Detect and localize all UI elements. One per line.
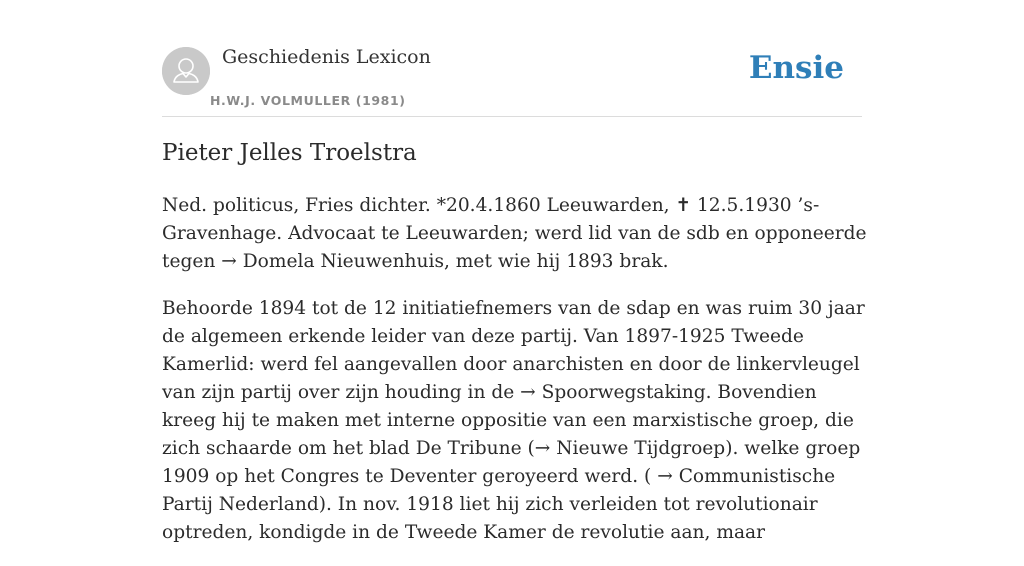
- paragraph-2: [162, 295, 868, 547]
- paragraph-1: [162, 192, 868, 276]
- ensie-logo[interactable]: Ensie: [748, 50, 844, 86]
- link-communistische-partij-nederland[interactable]: → Communistische Partij Nederland: [162, 466, 836, 515]
- text: Behoorde 1894 tot de 12 initiatiefnemers van de sdap en was ruim 30 jaar de algemeen erkende leider van deze partij. Van 1897-1925 Tweede Kamerlid: werd fel aangevallen door anarchisten en door de linkervleugel van zijn partij over zijn houding in de: [162, 298, 865, 403]
- text: ). In nov. 1918 liet hij zich verleiden tot revolutionair optreden, kondigde in de Tweede Kamer de revolutie aan, maar: [162, 494, 818, 543]
- link-nieuwe-tijdgroep[interactable]: → Nieuwe Tijdgroep: [534, 438, 726, 459]
- user-avatar-icon[interactable]: [162, 47, 210, 95]
- lexicon-header: [162, 46, 862, 117]
- link-domela-nieuwenhuis[interactable]: → Domela Nieuwenhuis: [221, 251, 444, 272]
- lexicon-title[interactable]: Geschiedenis Lexicon: [222, 46, 431, 68]
- article-title: Pieter Jelles Troelstra: [162, 140, 417, 166]
- text: . Bovendien kreeg hij te maken met interne oppositie van een marxistische groep, die zich schaarde om het blad De Tribune (: [162, 382, 854, 459]
- article-body: [162, 192, 868, 566]
- link-spoorwegstaking[interactable]: → Spoorwegstaking: [520, 382, 706, 403]
- avatar-person-icon: [162, 47, 210, 95]
- text: , met wie hij 1893 brak.: [443, 251, 669, 272]
- text: ). welke groep 1909 op het Congres te Deventer geroyeerd werd. (: [162, 438, 861, 487]
- author-byline[interactable]: H.W.J. VOLMULLER (1981): [210, 93, 406, 108]
- text: Ned. politicus, Fries dichter. *20.4.1860 Leeuwarden, ✝ 12.5.1930 ’s-Gravenhage. Advocaat te Leeuwarden; werd lid van de sdb en opponeerde tegen: [162, 195, 867, 272]
